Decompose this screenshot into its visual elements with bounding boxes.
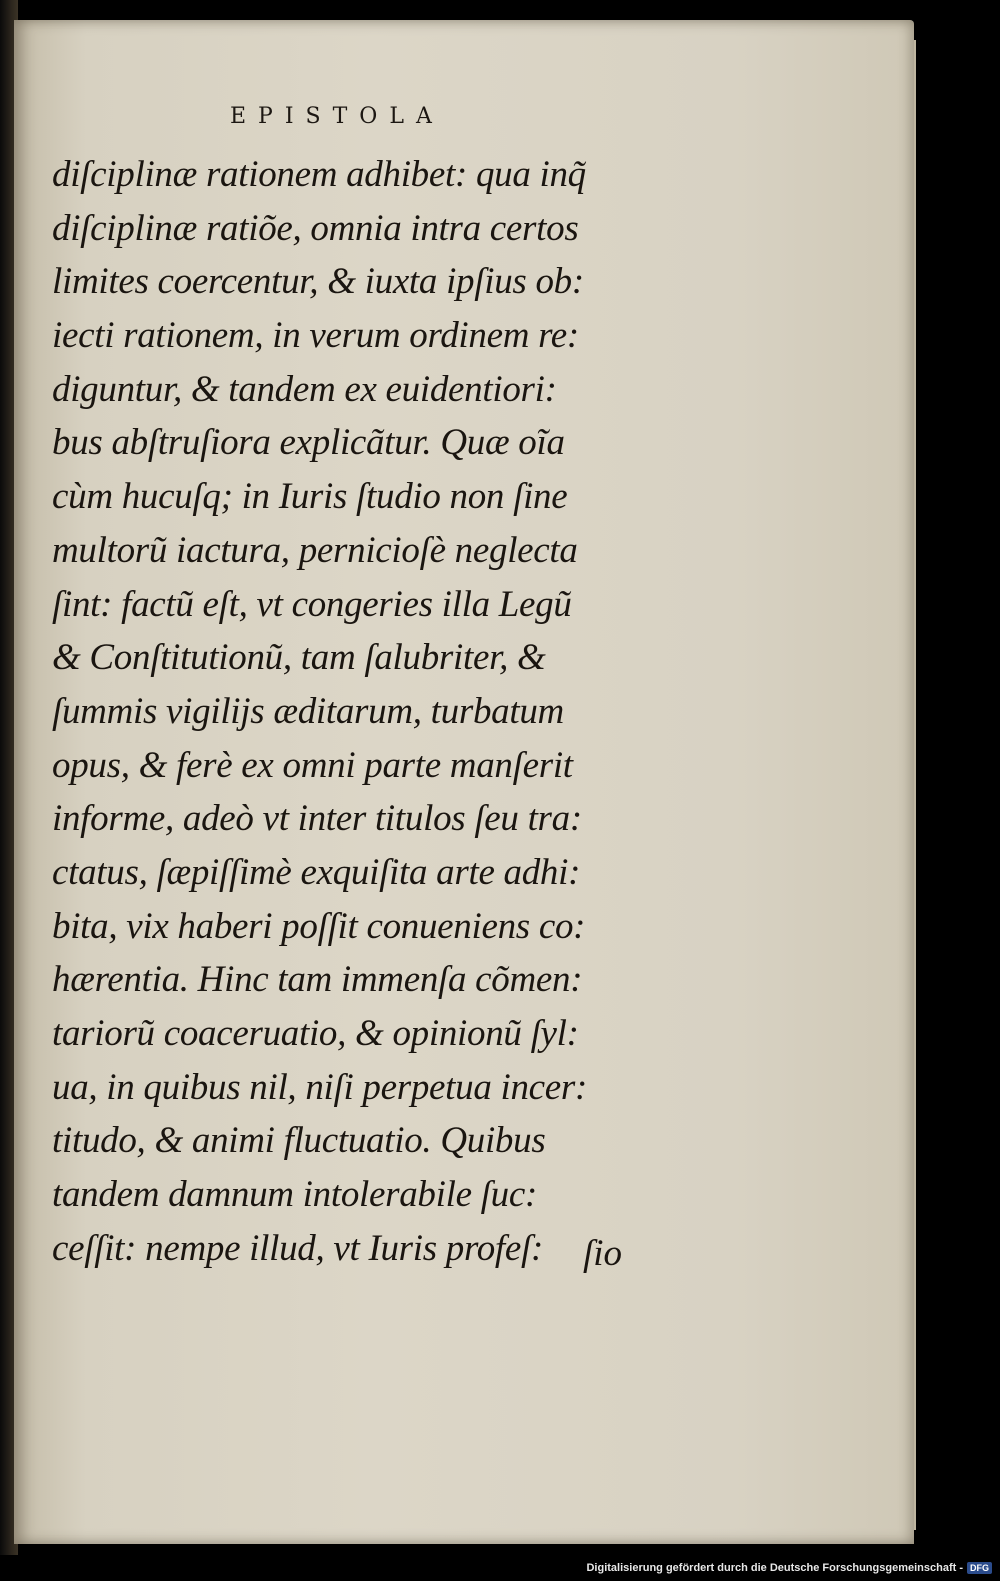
catchword: ſio	[583, 1233, 623, 1274]
running-head: EPISTOLA	[230, 104, 444, 129]
text-line: iecti rationem, in verum ordinem re:	[52, 315, 579, 357]
text-line: ſummis vigilijs æditarum, turbatum	[52, 690, 564, 732]
text-line: diſciplinæ rationem adhibet: qua inq̃	[52, 154, 586, 195]
text-line: informe, adeò vt inter titulos ſeu tra:	[52, 798, 582, 840]
text-line: titudo, & animi fluctuatio. Quibus	[52, 1120, 546, 1162]
text-line: ua, in quibus nil, niſi perpetua incer:	[52, 1066, 588, 1108]
text-line: bita, vix haberi poſſit conueniens co:	[52, 905, 586, 947]
text-line: tariorũ coaceruatio, & opinionũ ſyl:	[52, 1013, 579, 1054]
text-line: ctatus, ſæpiſſimè exquiſita arte adhi:	[52, 851, 581, 893]
text-line: ſint: factũ eſt, vt congeries illa Legũ	[52, 583, 572, 625]
dfg-logo: DFG	[967, 1562, 992, 1574]
text-line: opus, & ferè ex omni parte manſerit	[52, 744, 573, 786]
text-line: diſciplinæ ratiõe, omnia intra certos	[52, 207, 579, 249]
text-line: & Conſtitutionũ, tam ſalubriter, &	[52, 637, 546, 679]
text-line: ceſſit: nempe illud, vt Iuris profeſ:	[52, 1227, 544, 1269]
text-line: tandem damnum intolerabile ſuc:	[52, 1174, 537, 1216]
text-line: multorũ iactura, pernicioſè neglecta	[52, 529, 578, 571]
text-line: diguntur, & tandem ex euidentiori:	[52, 368, 557, 410]
text-line: hærentia. Hinc tam immenſa cõmen:	[52, 959, 583, 1001]
body-text	[52, 148, 662, 1275]
text-line: bus abſtruſiora explicãtur. Quæ oĩa	[52, 422, 565, 464]
digitization-credit	[586, 1559, 992, 1577]
text-line: limites coercentur, & iuxta ipſius ob:	[52, 261, 584, 303]
credit-text: Digitalisierung gefördert durch die Deutsche Forschungsgemeinschaft -	[586, 1562, 963, 1574]
text-line: cùm hucuſq; in Iuris ſtudio non ſine	[52, 476, 568, 518]
